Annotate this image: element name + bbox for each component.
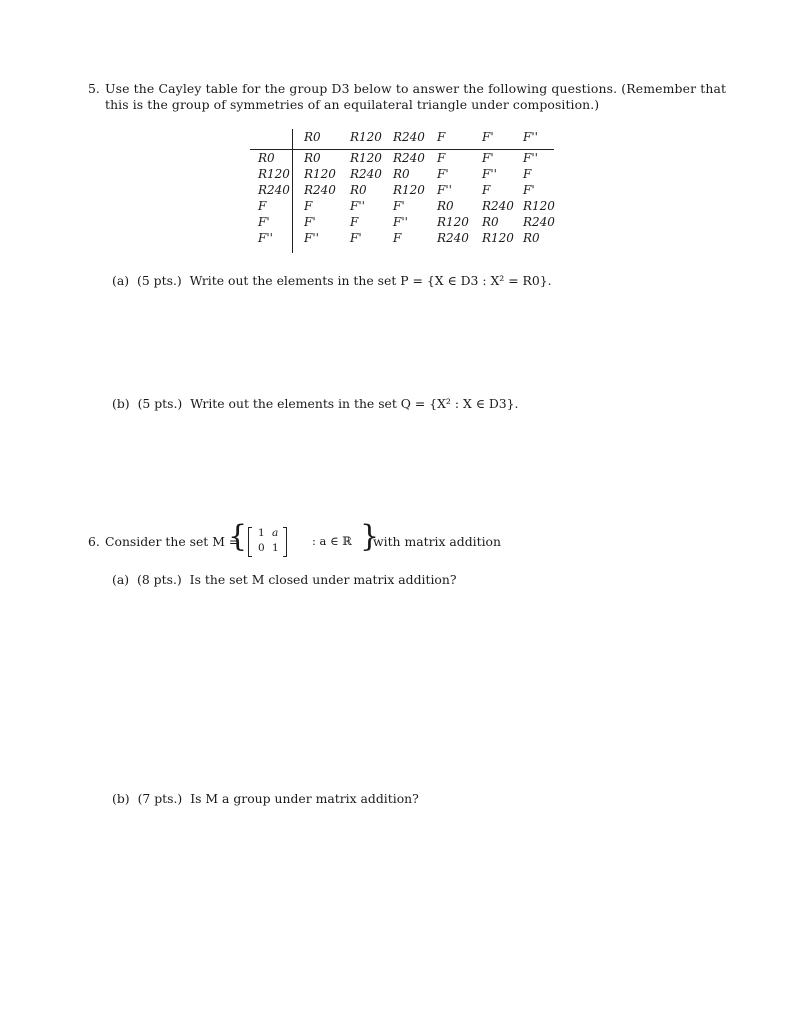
table-cell: R240 (393, 151, 425, 165)
table-horizontal-rule (250, 149, 554, 150)
table-cell: R0 (523, 231, 540, 245)
q5b-label: (b) (112, 396, 130, 411)
q6b-label: (b) (112, 791, 130, 806)
table-row-label: F' (258, 215, 270, 229)
table-row-label: F'' (258, 231, 273, 245)
table-cell: R0 (393, 167, 410, 181)
table-cell: R120 (437, 215, 469, 229)
q6a-text: Is the set M closed under matrix addition? (189, 572, 457, 587)
table-header-cell: R240 (393, 130, 425, 144)
table-cell: R0 (304, 151, 321, 165)
q5b-points: (5 pts.) (137, 396, 183, 411)
q6-condition: : a ∈ ℝ (312, 534, 352, 548)
q5b (112, 396, 518, 411)
table-cell: F'' (304, 231, 319, 245)
table-header-cell: R0 (304, 130, 321, 144)
q5-line1: Use the Cayley table for the group D3 below to answer the following questions. (Remember that (105, 81, 727, 96)
matrix-entry-21: 0 (258, 542, 265, 554)
q6-set-notation (228, 519, 380, 565)
q5a-label: (a) (112, 273, 130, 288)
q5a-points: (5 pts.) (137, 273, 182, 288)
table-cell: R120 (393, 183, 425, 197)
table-cell: F'' (523, 151, 538, 165)
matrix-entry-11: 1 (258, 527, 265, 539)
table-cell: R240 (350, 167, 382, 181)
left-brace: { (228, 519, 248, 554)
q6b (112, 791, 419, 806)
table-cell: F (523, 167, 532, 181)
table-header-cell: F' (482, 130, 494, 144)
table-cell: R240 (482, 199, 514, 213)
table-cell: R0 (437, 199, 454, 213)
table-cell: F' (482, 151, 494, 165)
q5-line2: this is the group of symmetries of an equilateral triangle under composition.) (105, 97, 600, 112)
q5a (112, 273, 552, 288)
table-header-cell: F'' (523, 130, 538, 144)
table-row-label: F (258, 199, 267, 213)
q6a-points: (8 pts.) (137, 572, 182, 587)
table-cell: R120 (304, 167, 336, 181)
right-brace: } (360, 519, 380, 554)
table-cell: R120 (523, 199, 555, 213)
q6-tail: with matrix addition (373, 534, 501, 549)
table-cell: R120 (482, 231, 514, 245)
matrix-entry-22: 1 (272, 542, 279, 554)
table-cell: R240 (437, 231, 469, 245)
table-cell: F' (523, 183, 535, 197)
table-cell: F' (393, 199, 405, 213)
table-vertical-rule (292, 129, 293, 253)
q5a-text: Write out the elements in the set P = {X ∈ D3 : X² = R0}. (189, 273, 552, 288)
cayley-table (250, 127, 554, 255)
table-cell: F (437, 151, 446, 165)
matrix-left-bracket (248, 527, 252, 557)
table-row-label: R240 (258, 183, 290, 197)
table-cell: F (350, 215, 359, 229)
table-cell: R0 (482, 215, 499, 229)
matrix-right-bracket (283, 527, 287, 557)
table-cell: F'' (482, 167, 497, 181)
table-header-cell: F (437, 130, 446, 144)
q6b-text: Is M a group under matrix addition? (190, 791, 419, 806)
q5b-text: Write out the elements in the set Q = {X² : X ∈ D3}. (190, 396, 519, 411)
table-cell: F'' (350, 199, 365, 213)
table-header-cell: R120 (350, 130, 382, 144)
q5-number: 5. (88, 81, 100, 96)
table-cell: F (304, 199, 313, 213)
table-cell: R120 (350, 151, 382, 165)
q6a-label: (a) (112, 572, 130, 587)
table-cell: F (482, 183, 491, 197)
table-row-label: R120 (258, 167, 290, 181)
q6-intro: Consider the set M = (105, 534, 240, 549)
q6b-points: (7 pts.) (137, 791, 183, 806)
table-cell: F'' (393, 215, 408, 229)
table-cell: F'' (437, 183, 452, 197)
table-cell: R0 (350, 183, 367, 197)
table-cell: F' (350, 231, 362, 245)
q6a (112, 572, 457, 587)
table-cell: F (393, 231, 402, 245)
table-cell: R240 (523, 215, 555, 229)
table-cell: F' (437, 167, 449, 181)
table-cell: R240 (304, 183, 336, 197)
table-row-label: R0 (258, 151, 275, 165)
matrix-entry-12: a (272, 527, 279, 539)
q6-number: 6. (88, 534, 100, 549)
table-cell: F' (304, 215, 316, 229)
